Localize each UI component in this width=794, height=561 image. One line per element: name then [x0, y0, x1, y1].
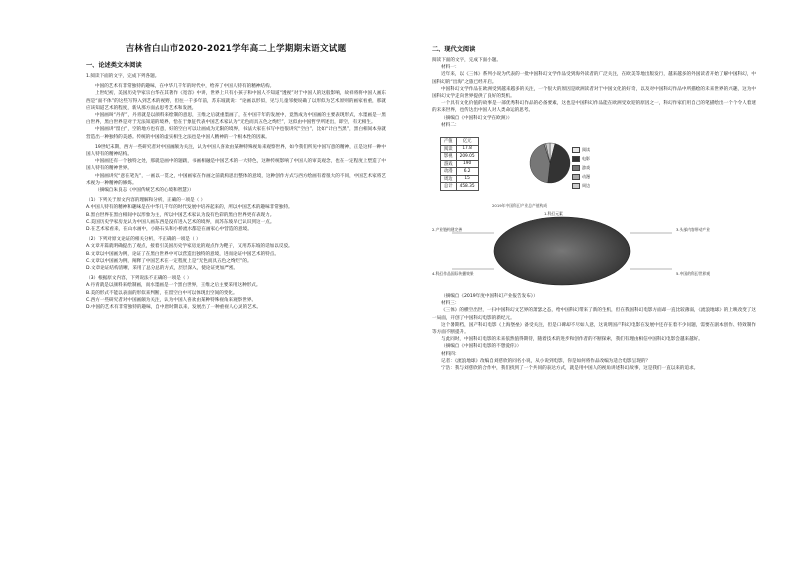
legend-item [572, 172, 590, 181]
table-row [441, 168, 479, 176]
pie-caption: 2019年中国科幻产业总产值构成 [492, 203, 548, 209]
option-a: A.文章开篇就明确提出了观点，接着引美国历史学家房龙的观点作为靶子，又用苏东坡的话加以反驳。 [86, 244, 293, 250]
paragraph: 中国画叫“丹青”，丹青就是以颜料来绘制的意思，王维之后就重墨画了，在中国千年的发展中，竟然成为中国画的主要表现形式，水墨画是一黑白世界，黑白世界是对于无法知道的境界，恰在于象征代表中国艺术家认为“无色而具五色之绚烂”，这似由中国哲学所述出，即空，有无相生。 [86, 113, 386, 126]
source-note: （摘编自朱良志《中国传统艺术的心境和智慧》） [95, 188, 194, 194]
table-row [441, 183, 479, 191]
option-d: D.在艺术家看来，在山水画中，小路石头和小桥流水都是在画家心中营造的意境。 [86, 227, 252, 233]
table-row [441, 153, 479, 161]
table-cell: 209.05 [456, 153, 478, 161]
table-row [441, 175, 479, 183]
option-d: D.文章论证结构清晰，采用了总分总的方式，层层深入，使论证更加严密。 [86, 266, 239, 272]
legend-item [572, 163, 590, 172]
paragraph: 中国画还有一个独特之处，那就是画中的题跋，书画相融是中国艺术的一大特色，这种传统影响了中国人的审美观念，也在一定程度上塑造了中国人特有的精神世界。 [86, 159, 386, 172]
option-b: B.黑白世界在黑白相间中以形象为主，所以中国艺术家认为没有色彩的黑白世界更有表现力。 [86, 212, 275, 218]
diagram-label: 4.科幻作品国际传播效果 [432, 271, 474, 277]
paragraph: 近年来，以《三体》系列小说为代表的一批中国科幻文学作品受到海外读者的广泛关注，在欧美等地出版发行，越来越多的外国读者开始了解中国科幻，中国科幻的“出海”之旅已经开启。 [432, 72, 756, 85]
legend-label: 周边 [582, 183, 590, 189]
table-header-row [441, 138, 479, 146]
option-c: C.美国历史学家房龙认为中国人画东西是没有进入艺术的境界，而苏东坡早已认识到这一点。 [86, 219, 275, 225]
table-cell: 游戏 [441, 160, 457, 168]
industry-diagram [432, 211, 756, 291]
table-cell: 影视 [441, 153, 457, 161]
legend-item [572, 154, 590, 163]
paragraph: 中国的艺术有非常独特的趣味，在中华几千年的时代中，给养了中国人特有的精神结构。 [95, 84, 275, 90]
diagram-ellipse [494, 217, 630, 285]
source-note: （摘编自《中国科幻文学在欧洲》） [441, 115, 513, 121]
diagram-label: 3.头部内容带动产业 [676, 227, 710, 233]
legend-swatch [572, 174, 580, 180]
table-cell: 15 [456, 175, 478, 183]
option-a: A.中国人特有的精神和趣味是在中华几千年的时代发展中培养起来的，所以中国艺术的趣味非常独特。 [86, 205, 293, 211]
table-header-cell: 亿元 [456, 138, 478, 146]
paragraph: 这个暑期档，国产科幻电影《上海堡垒》备受关注，但是口碑却不尽如人意，这说明国产科幻电影在发展中还存在着不少问题，需要在剧本创作、特效制作等方面不断提升。 [432, 322, 756, 336]
instruction-text: 1.阅读下面的文字，完成下列各题。 [86, 74, 160, 79]
pie-chart [528, 133, 572, 193]
question-3: （3）根据原文内容，下列说法不正确的一项是（ ） [86, 276, 192, 282]
legend-label: 阅读 [582, 147, 590, 153]
question-2: （2）下列对原文论证的相关分析，不正确的一项是（ ） [86, 237, 201, 243]
legend-swatch [572, 165, 580, 171]
paragraph: 与此同时，中国科幻电影的未来依然值得期待，随着技术的进步和创作者的不断探索，我们有理由相信中国科幻电影会越来越好。 [441, 337, 703, 343]
legend-item [572, 181, 590, 190]
material-label: 材料四： [441, 351, 460, 357]
instruction-text: 阅读下面的文字，完成下面小题。 [432, 58, 501, 63]
table-cell: 6.2 [456, 168, 478, 176]
option-a: A.丹青就是以颜料来绘制画，而水墨画是一个黑白世界，王维之后主要采用这种形式。 [86, 283, 261, 289]
legend-item [572, 145, 590, 154]
paragraph: 宁浩：我与刘慈欣的合作中，我们找到了一个共同的表达方式，就是用中国人的视角讲述科幻故事，这是我们一直以来的追求。 [441, 366, 699, 372]
material-label: 材料二： [441, 122, 460, 128]
paragraph: 记者：《流浪地球》改编自刘慈欣的同名小说，从小说到电影，你是如何将作品改编为适合电影呈现的？ [441, 358, 651, 364]
industry-figure [432, 131, 756, 209]
diagram-label: 5.中国的科幻世界观 [676, 271, 710, 277]
option-b: B.文章以中国画为例，论证了在黑白世界中可以营造出独特的意境，进而论证中国艺术的特点。 [86, 251, 279, 257]
source-note: （摘编自《中国科幻电影的不想爱你》） [441, 344, 522, 350]
table-cell: 17.8 [456, 145, 478, 153]
question-1: （1）下列关于原文内容的理解和分析，正确的一项是（ ） [86, 198, 206, 204]
material-label: 材料一： [441, 65, 460, 71]
section-heading-2: 二、现代文阅读 [432, 46, 476, 53]
paragraph: 一个具有文化价值的故事是一部优秀科幻作品的必备要素，这也是中国科幻作品能在欧洲受欢迎的原因之一，科幻作家们用自己的笔描绘出一个个令人着迷的未来世界，也传达出中国人对人类命运的思考。 [432, 101, 756, 114]
option-b: B.美的形式不能以表面的形似来判断，在留空白中可以体现出空间的变化。 [86, 290, 238, 296]
legend-swatch [572, 147, 580, 153]
table-cell: 动漫 [441, 168, 457, 176]
legend-label: 电影 [582, 156, 590, 162]
table-row [441, 160, 479, 168]
section-heading-1: 一、论述类文本阅读 [86, 62, 142, 69]
table-row [441, 145, 479, 153]
option-c: C.文章以中国画为例，阐释了中国艺术在一定程度上是“无色而具五色之绚烂”的。 [86, 258, 252, 264]
paragraph: 19世纪末期，西方一些研究者对中国画颇为关注，认为中国人喜欢由某种特殊视角来观察世界，如今我们所见中国写意的精神，正是这样一种中国人特有的精神结构。 [86, 144, 386, 158]
paragraph: 《三体》的横空出世，一扫中国科幻文艺界的萧瑟之态，给中国科幻带来了新的生机，但在我国科幻电影方面却一直比较薄弱，《流浪地球》的上映改变了这一局面，开创了中国科幻电影的新纪元。 [432, 308, 756, 321]
legend-swatch [572, 156, 580, 162]
table-header-cell: 产值 [441, 138, 457, 146]
material-label: 材料三： [441, 301, 460, 307]
table-cell: 458.35 [456, 183, 478, 191]
pie-legend [572, 145, 590, 190]
table-cell: 总计 [441, 183, 457, 191]
paragraph: 上世纪初，美国历史学家宗白华在其著作《宽容》中讲，世界上只有小孩子和中国人不知道“透视”对于中国人的这般影响，故祥将将中国人画东西是“面不体”的这些写得入到艺术的视野，但往一千多年前，苏东坡就说：“论画以形似，见与儿童邻便说确了以形似为艺术原则的画家看重，那就应该知道艺术的程度，新从那方面去思考艺术和发展。 [86, 91, 386, 111]
diagram-graphic [432, 211, 756, 291]
left-column [86, 0, 386, 561]
source-note: （摘编自《2019年度中国科幻产业报告发布》） [441, 294, 538, 300]
paragraph: 中国画讲“留白”，空的地方也有意，好的空白可以让画成为无限的境界，书法大家在书写中也很讲究“空白”，比如“计白当黑”，黑白相间本身就营造出一种独特的美感。传统的中国的虚实相生之法也是中国人精神的一个根本性的因素。 [86, 127, 386, 140]
table-cell: 阅读 [441, 145, 457, 153]
industry-table [440, 137, 479, 191]
legend-swatch [572, 183, 580, 189]
table-cell: 周边 [441, 175, 457, 183]
legend-label: 动漫 [582, 174, 590, 180]
diagram-label: 1.科幻元素 [544, 211, 563, 217]
diagram-label: 2.产业链构建完善 [432, 227, 463, 233]
legend-label: 游戏 [582, 165, 590, 171]
paragraph: 中国画讲究“意在笔先”，一画以一贯之，中国画家在作画之前就构思出整体的意境，这种创作方式与西方绘画有着很大的不同，中国艺术家将艺术视为一种精神的修炼。 [86, 173, 386, 186]
option-c: C.西方一些研究者对中国画颇为关注，认为中国人喜欢由某种特殊视角来观察世界。 [86, 297, 257, 303]
document-title: 吉林省白山市2020-2021学年高二上学期期末语文试题 [125, 44, 347, 54]
table-cell: 190 [456, 160, 478, 168]
option-d: D.中国的艺术有非常独特的趣味，自中唐时期以来，发展出了一种重视人心灵的艺术。 [86, 305, 261, 311]
right-column [432, 0, 756, 561]
paragraph: 中国科幻文学作品在欧洲受到越来越多的关注，一个很大的原因是欧洲读者对于中国文化的好奇，以及对中国科幻作品中所描绘的未来世界的兴趣，这为中国科幻文学走向世界提供了良好的契机。 [432, 86, 756, 100]
